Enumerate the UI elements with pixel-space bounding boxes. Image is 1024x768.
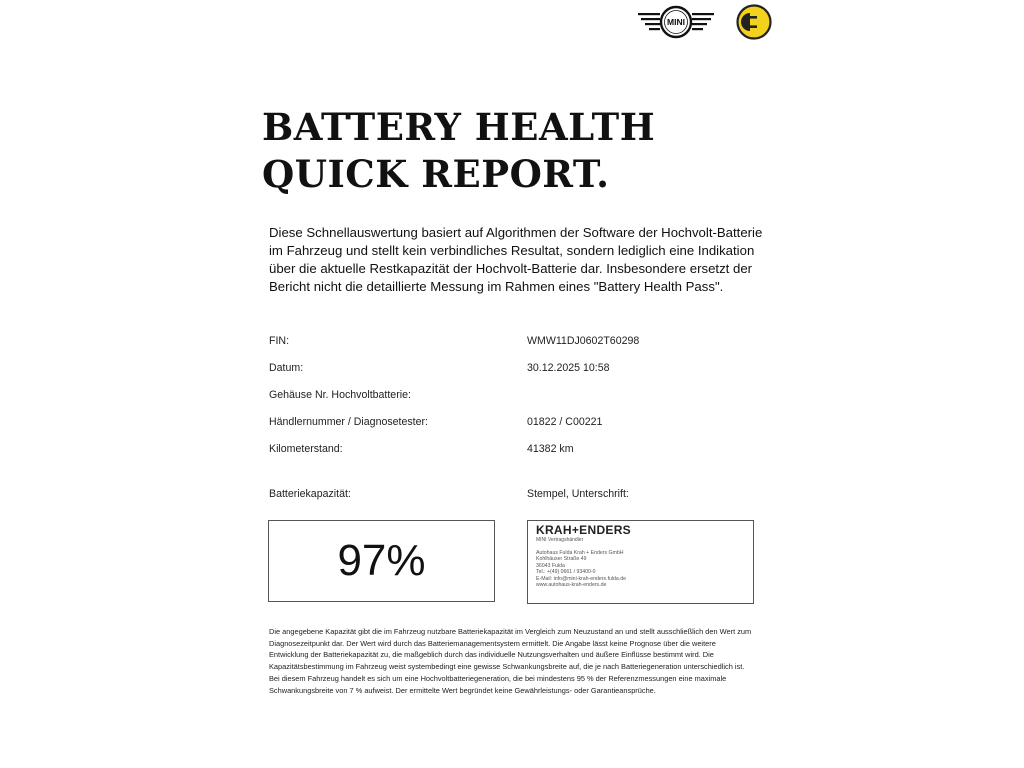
report-title xyxy=(262,104,655,198)
field-label-dealer-tester: Händlernummer / Diagnosetester: xyxy=(269,416,428,428)
stamp-line: Kohlhäuser Straße 49 xyxy=(536,556,587,563)
mini-logo xyxy=(636,4,716,40)
dealer-stamp xyxy=(527,520,754,604)
stamp-line: E-Mail: info@mini-krah-enders.fulda.de xyxy=(536,575,627,582)
field-value-fin: WMW11DJ0602T60298 xyxy=(527,335,640,347)
field-value-date: 30.12.2025 10:58 xyxy=(527,362,610,374)
intro-paragraph: Diese Schnellauswertung basiert auf Algorithmen der Software der Hochvolt-Batterie im Fahrzeug und stellt kein verbindliches Resultat, sondern lediglich eine Indikation über die aktuelle Restkapazität der Hochvolt-Batterie dar. Insbesondere ersetzt der Bericht nicht die detaillierte Messung im Rahmen eines "Battery Health Pass". xyxy=(269,225,763,294)
mini-logo-text: MINI xyxy=(667,17,685,28)
capacity-box xyxy=(268,520,495,602)
stamp-subtitle: MINI Vertragshändler xyxy=(536,537,584,543)
field-value-dealer-tester: 01822 / C00221 xyxy=(527,416,603,428)
capacity-value: 97% xyxy=(337,536,426,585)
field-label-fin: FIN: xyxy=(269,335,290,347)
stamp-line: Tel.: +(49) 0661 / 93400-0 xyxy=(536,569,596,576)
field-label-mileage: Kilometerstand: xyxy=(269,443,343,455)
disclaimer-footnote: Die angegebene Kapazität gibt die im Fahrzeug nutzbare Batteriekapazität im Vergleich zum Neuzustand an und stellt ausschließlich den Wert zum Diagnosezeitpunkt dar. Der Wert wird durch das Batteriemanagementsystem ermittelt. Die Angabe lässt keine Prognose über die weitere Entwicklung der Batteriekapazität zu, die maßgeblich durch das individuelle Nutzungsverhalten und äußere Einflüsse bestimmt wird. Die Kapazitätsbestimmung im Fahrzeug weist systembedingt eine gewisse Schwankungsbreite auf, die je nach Batteriegeneration unterschiedlich ist. Bei diesem Fahrzeug handelt es sich um eine Hochvoltbatteriegeneration, die bei mindestens 95 % der Referenzmessungen eine maximale Schwankungsbreite von 7 % aufweist. Der ermittelte Wert begründet keine Gewährleistungs- oder Garantieansprüche. xyxy=(269,627,752,695)
report-title-line-1: BATTERY HEALTH xyxy=(262,105,656,149)
stamp-line: www.autohaus-krah-enders.de xyxy=(536,582,607,589)
field-value-mileage: 41382 km xyxy=(527,443,574,455)
electric-plug-icon xyxy=(736,4,772,40)
field-label-battery-housing: Gehäuse Nr. Hochvoltbatterie: xyxy=(269,389,411,401)
stamp-brand: KRAH+ENDERS xyxy=(536,523,631,537)
stamp-line: Autohaus Fulda Krah + Enders GmbH xyxy=(536,550,624,556)
field-label-date: Datum: xyxy=(269,362,304,374)
capacity-label: Batteriekapazität: xyxy=(269,488,351,500)
stamp-label: Stempel, Unterschrift: xyxy=(527,488,629,500)
stamp-line: 36043 Fulda xyxy=(536,562,565,569)
report-title-line-2: QUICK REPORT. xyxy=(262,152,610,196)
